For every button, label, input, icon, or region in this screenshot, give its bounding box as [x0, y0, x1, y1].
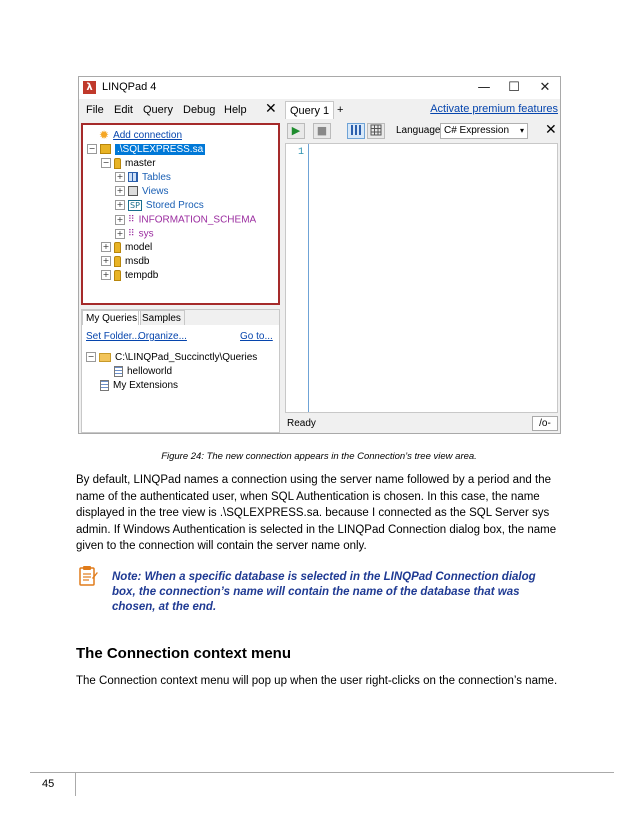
tab-samples[interactable]: Samples [138, 310, 185, 325]
status-bar [285, 416, 558, 432]
folder-label: C:\LINQPad_Succinctly\Queries [115, 352, 258, 363]
linqpad-screenshot [78, 76, 561, 434]
tree-item-msdb[interactable] [101, 255, 149, 269]
tree-label: tempdb [125, 270, 159, 281]
tree-item-tempdb[interactable] [101, 269, 158, 283]
file-icon [114, 366, 123, 377]
extensions-label: My Extensions [113, 380, 179, 391]
organize-link[interactable]: Organize... [138, 331, 187, 342]
body-paragraph: By default, LINQPad names a connection using the server name followed by a period and the name of the authenticated user, when SQL Authentication is chosen. In this case, the name displayed in the tree view is .\SQLEXPRESS.sa. because I connected as the SQL Server sys admin. If Windows Authentication is selected in the LINQPad Connection dialog box, the name given to the connection will contain the server name only. [76, 474, 557, 552]
add-connection-icon: ✹ [99, 128, 110, 143]
menu-debug[interactable]: Debug [183, 104, 216, 116]
file-icon [100, 380, 109, 391]
activate-premium-link[interactable]: Activate premium features [430, 103, 558, 115]
query-file-item[interactable] [114, 365, 172, 379]
page-number: 45 [42, 778, 55, 790]
expand-icon[interactable]: + [116, 215, 124, 224]
title-bar [79, 77, 560, 99]
go-to-link[interactable]: Go to... [240, 331, 273, 342]
new-query-tab-button[interactable]: + [337, 104, 344, 116]
tree-label: Stored Procs [145, 200, 204, 211]
tab-my-queries[interactable]: My Queries [82, 310, 141, 325]
figure-caption: Figure 24: The new connection appears in the Connection’s tree view area. [161, 451, 477, 462]
expand-icon[interactable]: + [116, 186, 124, 196]
connection-tree [83, 125, 278, 303]
language-value: C# Expression [444, 125, 510, 136]
table-icon [128, 172, 138, 182]
footer-divider [76, 772, 614, 773]
query-toolbar [283, 121, 560, 141]
server-icon [100, 144, 111, 154]
expand-icon[interactable]: + [102, 270, 110, 280]
folder-icon [99, 353, 111, 362]
queries-tabs [82, 310, 279, 325]
close-icon[interactable]: ✕ [265, 101, 277, 117]
results-rich-text-icon[interactable] [347, 123, 365, 139]
tree-item-connection[interactable] [87, 143, 205, 157]
tree-label: master [125, 158, 156, 169]
line-number: 1 [298, 147, 305, 158]
linqpad-logo-icon: λ [83, 81, 96, 94]
maximize-button[interactable]: ☐ [508, 80, 520, 95]
code-editor[interactable] [285, 143, 558, 413]
minimize-button[interactable]: — [477, 80, 491, 95]
database-icon [114, 242, 121, 253]
note-icon [78, 564, 98, 586]
status-text: Ready [287, 418, 316, 429]
tree-item-master[interactable] [101, 157, 156, 171]
my-queries-panel [81, 309, 280, 433]
tree-label: Tables [142, 172, 171, 183]
tree-item-tables[interactable] [115, 171, 171, 185]
file-label: helloworld [127, 366, 173, 377]
queries-folder[interactable] [86, 351, 257, 365]
line-number-gutter [286, 144, 309, 412]
tree-label: sys [138, 228, 154, 240]
database-icon [114, 256, 121, 267]
database-icon [114, 270, 121, 281]
collapse-icon[interactable]: − [102, 158, 110, 168]
query-area [283, 100, 560, 433]
tree-item-stored-procs[interactable] [115, 199, 204, 213]
my-extensions-item[interactable] [100, 379, 178, 393]
schema-icon: ⠿ [128, 215, 135, 225]
tab-query-1[interactable]: Query 1 [285, 101, 334, 119]
status-button[interactable]: /o- [532, 416, 558, 431]
add-connection-row[interactable] [99, 129, 182, 143]
connection-label: .\SQLEXPRESS.sa [117, 144, 204, 155]
results-grid-icon[interactable] [367, 123, 385, 139]
note-text: Note: When a specific database is selected in the LINQPad Connection dialog box, the connection’s name will contain the name of the database that was chosen, at the end. [112, 571, 536, 613]
tree-label: msdb [125, 256, 150, 267]
window-title: LINQPad 4 [102, 81, 157, 93]
tree-item-model[interactable] [101, 241, 152, 255]
view-icon [128, 186, 138, 196]
language-label: Language [396, 125, 441, 136]
tree-item-views[interactable] [115, 185, 169, 199]
chevron-down-icon: ▾ [519, 126, 524, 135]
section-heading: The Connection context menu [76, 645, 292, 662]
menu-help[interactable]: Help [224, 104, 247, 116]
schema-icon: ⠿ [128, 229, 135, 239]
collapse-icon[interactable]: − [87, 352, 95, 362]
expand-icon[interactable]: + [102, 242, 110, 252]
tree-item-sys[interactable] [115, 227, 154, 241]
tree-label: INFORMATION_SCHEMA [138, 214, 257, 226]
expand-icon[interactable]: + [102, 256, 110, 266]
menu-file[interactable]: File [86, 104, 104, 116]
collapse-icon[interactable]: − [88, 144, 96, 154]
body-paragraph: The Connection context menu will pop up when the user right-clicks on the connection’s name. [76, 675, 558, 687]
stored-proc-icon: SP [130, 200, 140, 210]
connection-tree-panel [81, 123, 280, 305]
close-window-button[interactable]: ✕ [539, 80, 551, 95]
close-icon[interactable]: ✕ [545, 122, 557, 138]
expand-icon[interactable]: + [116, 172, 124, 182]
add-connection-link[interactable]: Add connection [113, 130, 183, 141]
database-icon [114, 158, 121, 169]
menu-query[interactable]: Query [143, 104, 173, 116]
set-folder-link[interactable]: Set Folder... [86, 331, 140, 342]
tree-label: Views [142, 186, 169, 197]
language-select[interactable] [440, 123, 528, 139]
menu-edit[interactable]: Edit [114, 104, 133, 116]
tree-item-information-schema[interactable] [115, 213, 256, 227]
expand-icon[interactable]: + [116, 200, 124, 210]
expand-icon[interactable]: + [116, 229, 124, 238]
menu-bar [79, 100, 284, 120]
run-icon[interactable]: ▶ [287, 123, 305, 139]
stop-icon[interactable]: ■ [313, 123, 331, 139]
tree-label: model [125, 242, 153, 253]
